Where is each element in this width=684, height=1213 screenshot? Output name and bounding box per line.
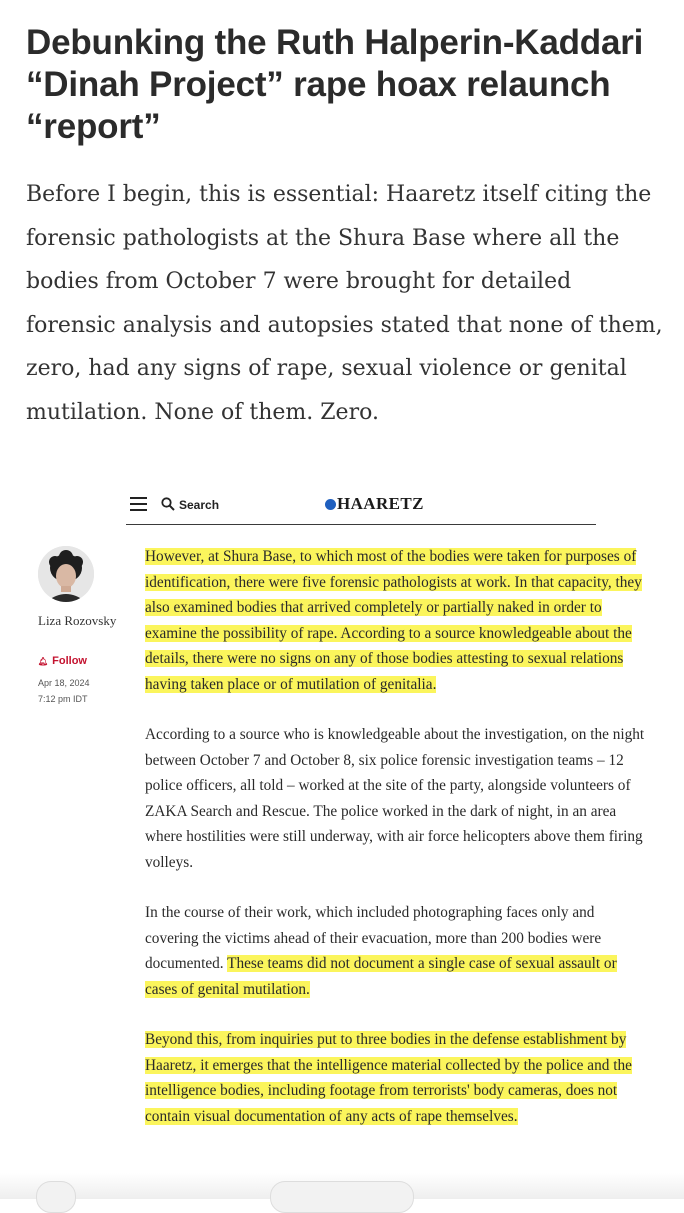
publish-date: Apr 18, 2024 7:12 pm IDT: [38, 678, 90, 704]
hamburger-menu-icon[interactable]: [130, 497, 147, 511]
highlighted-text: However, at Shura Base, to which most of the bodies were taken for purposes of identification, there were five forensic pathologists at work. In that capacity, they also examined bodies that arrived completely or partially naked in order to examine the possibility of rape. According to a source knowledgeable about the details, there were no signs on any of those bodies attesting to sexual relations having taken place or of mutilation of genitalia.: [145, 548, 642, 693]
plain-text: In the course of their work, which included photographing faces only and covering the victims ahead of their evacuation, more than 200 bodies were documented.: [145, 904, 602, 972]
highlighted-text: These teams did not document a single case of sexual assault or cases of genital mutilation.: [145, 955, 617, 998]
magnifier-icon[interactable]: [161, 497, 175, 511]
author-name[interactable]: Liza Rozovsky: [38, 613, 117, 628]
haaretz-screenshot: [0, 478, 684, 1199]
post-title: Debunking the Ruth Halperin-Kaddari “Dinah Project” rape hoax relaunch “report”: [26, 23, 644, 146]
author-avatar[interactable]: [38, 546, 94, 602]
bottom-nav-button[interactable]: [36, 1181, 76, 1213]
post-intro: Before I begin, this is essential: Haaretz itself citing the forensic pathologists at the Shura Base where all the bodies from October 7 were brought for detailed forensic analysis and autopsies stated that none of them, zero, had any signs of rape, sexual violence or genital mutilation. None of them. Zero.: [26, 182, 663, 425]
article-body: [145, 544, 645, 1129]
follow-button[interactable]: [38, 655, 87, 667]
bell-icon: 🔔︎: [38, 657, 49, 666]
article-paragraph: According to a source who is knowledgeable about the investigation, on the night between October 7 and October 8, six police forensic investigation teams – 12 police officers, all told – worked at the site of the party, alongside volunteers of ZAKA Search and Rescue. The police worked in the dark of night, in an area where hostilities were still underway, with air force helicopters above them firing volleys.: [145, 726, 645, 871]
article-paragraph: [145, 900, 645, 1002]
article-paragraph: [145, 1027, 645, 1129]
haaretz-header: [126, 478, 596, 525]
highlighted-text: Beyond this, from inquiries put to three bodies in the defense establishment by Haaretz, it emerges that the intelligence material collected by the police and the intelligence bodies, including footage from terrorists' body cameras, does not contain visual documentation of any acts of rape themselves.: [145, 1031, 632, 1125]
haaretz-logo-mark-icon: [325, 499, 336, 510]
haaretz-logo[interactable]: HAARETZ: [337, 494, 424, 513]
bottom-nav-bar[interactable]: [270, 1181, 414, 1213]
search-label[interactable]: Search: [179, 498, 220, 512]
follow-label: Follow: [52, 655, 87, 667]
article-paragraph: [145, 544, 645, 697]
